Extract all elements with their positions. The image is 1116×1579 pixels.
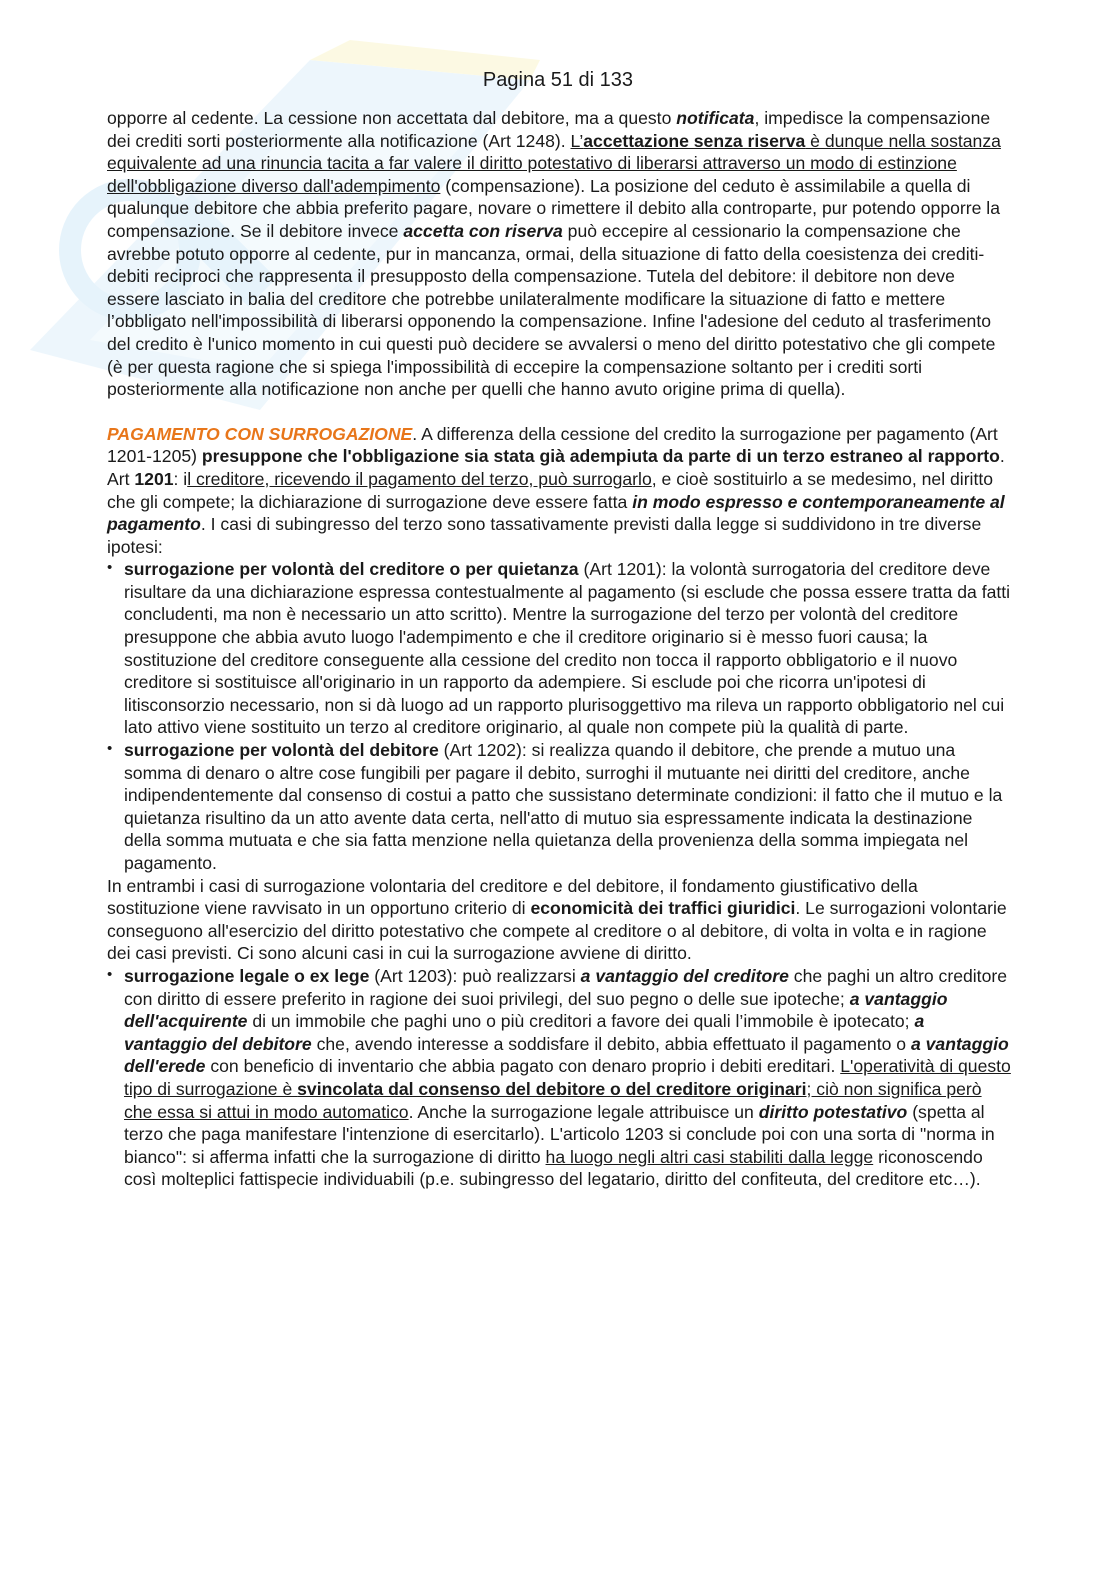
page-number: Pagina 51 di 133	[482, 69, 634, 91]
list-item: • surrogazione legale o ex lege (Art 1203): può realizzarsi a vantaggio del creditore che paghi un altro creditore con diritto di essere preferito in ragione dei suoi privilegi, del suo pegno o delle sue ipoteche; a vantaggio dell'acquirente di un immobile che paghi uno o più creditori a favore dei quali l’immobile è ipotecato; a vantaggio del debitore che, avendo interesse a soddisfare il debito, abbia effettuato il pagamento o a vantaggio dell'erede con beneficio di inventario che abbia pagato con denaro proprio i debiti ereditari. L'operatività di questo tipo di surrogazione è svincolata dal consenso del debitore o del creditore originari; ciò non significa però che essa si attui in modo automatico. Anche la surrogazione legale attribuisce un diritto potestativo (spetta al terzo che paga manifestare l'intenzione di esercitarlo). L'articolo 1203 si conclude poi con una sorta di "norma in bianco": si afferma infatti che la surrogazione di diritto ha luogo negli altri casi stabiliti dalla legge riconoscendo così molteplici fattispecie individuabili (p.e. subingresso del legatario, diritto del confiteuta, del creditore etc…).	[107, 965, 1012, 1191]
document-body	[107, 107, 1012, 1191]
paragraph-cessione: opporre al cedente. La cessione non accettata dal debitore, ma a questo notificata, impedisce la compensazione dei crediti sorti posteriormente alla notificazione (Art 1248). L’accettazione senza riserva è dunque nella sostanza equivalente ad una rinuncia tacita a far valere il diritto potestativo di liberarsi attraverso un modo di estinzione dell'obbligazione diverso dall'adempimento (compensazione). La posizione del ceduto è assimilabile a quella di qualunque debitore che abbia preferito pagare, novare o rimettere il debito alla controparte, pur potendo opporre la compensazione. Se il debitore invece accetta con riserva può eccepire al cessionario la compensazione che avrebbe potuto opporre al cedente, pur in mancanza, ormai, della situazione di fatto della coesistenza dei crediti-debiti reciproci che rappresenta il presupposto della compensazione. Tutela del debitore: il debitore non deve essere lasciato in balia del creditore che potrebbe unilateralmente modificare la situazione di fatto e mettere l’obbligato nell'impossibilità di liberarsi opponendo la compensazione. Infine l'adesione del ceduto al trasferimento del credito è l'unico momento in cui questi può decidere se avvalersi o meno del diritto potestativo che gli compete (è per questa ragione che si spiega l'impossibilità di eccepire la compensazione soltanto per i crediti sorti posteriormente alla notificazione non anche per quelli che hanno avuto origine prima di quella).	[107, 108, 1001, 400]
paragraph-surrogazione: PAGAMENTO CON SURROGAZIONE. A differenza della cessione del credito la surrogazione per pagamento (Art 1201-1205) presuppone che l'obbligazione sia stata già adempiuta da parte di un terzo estraneo al rapporto. Art 1201: il creditore, ricevendo il pagamento del terzo, può surrogarlo, e cioè sostituirlo a se medesimo, nel diritto che gli compete; la dichiarazione di surrogazione deve essere fatta in modo espresso e contemporaneamente al pagamento. I casi di subingresso del terzo sono tassativamente previsti dalla legge si suddividono in tre diverse ipotesi:	[107, 423, 1005, 557]
paragraph-fondamento: In entrambi i casi di surrogazione volontaria del creditore e del debitore, il fondamento giustificativo della sostituzione viene ravvisato in un opportuno criterio di economicità dei traffici giuridici. Le surrogazioni volontarie conseguono all'esercizio del diritto potestativo che compete al creditore o al debitore, di volta in volta e in ragione dei casi previsti. Ci sono alcuni casi in cui la surrogazione avviene di diritto.	[107, 875, 1007, 964]
bullet-list-voluntary	[107, 558, 1012, 874]
list-item: • surrogazione per volontà del debitore (Art 1202): si realizza quando il debitore, che prende a mutuo una somma di denaro o altre cose fungibili per pagare il debito, surroghi il mutuante nei diritti del creditore, anche indipendentemente dal consenso di costui a patto che sussistano determinate condizioni: il fatto che il mutuo e la quietanza risultino da un atto avente data certa, nell'atto di mutuo sia espressamente indicata la destinazione della somma mutuata e che sia fatta menzione nella quietanza della provenienza della somma impiegata nel pagamento.	[107, 739, 1012, 875]
list-item: • surrogazione per volontà del creditore o per quietanza (Art 1201): la volontà surrogatoria del creditore deve risultare da una dichiarazione espressa contestualmente al pagamento (si esclude che possa essere tratta da fatti concludenti, ma non è necessario un atto scritto). Mentre la surrogazione del terzo per volontà del creditore presuppone che abbia avuto luogo l'adempimento e che il creditore originario si è messo fuori causa; la sostituzione del creditore conseguente alla cessione del credito non tocca il rapporto obbligatorio e il nuovo creditore si sostituisce all'originario in un rapporto da adempiere. Si esclude poi che ricorra un'ipotesi di litisconsorzio necessario, non si dà luogo ad un rapporto plurisoggettivo ma rileva un rapporto obbligatorio nel cui lato attivo viene sostituito un terzo al creditore originario, al quale non compete più la qualità di parte.	[107, 558, 1012, 739]
bullet-list-legal	[107, 965, 1012, 1191]
section-heading: PAGAMENTO CON SURROGAZIONE	[107, 423, 413, 444]
